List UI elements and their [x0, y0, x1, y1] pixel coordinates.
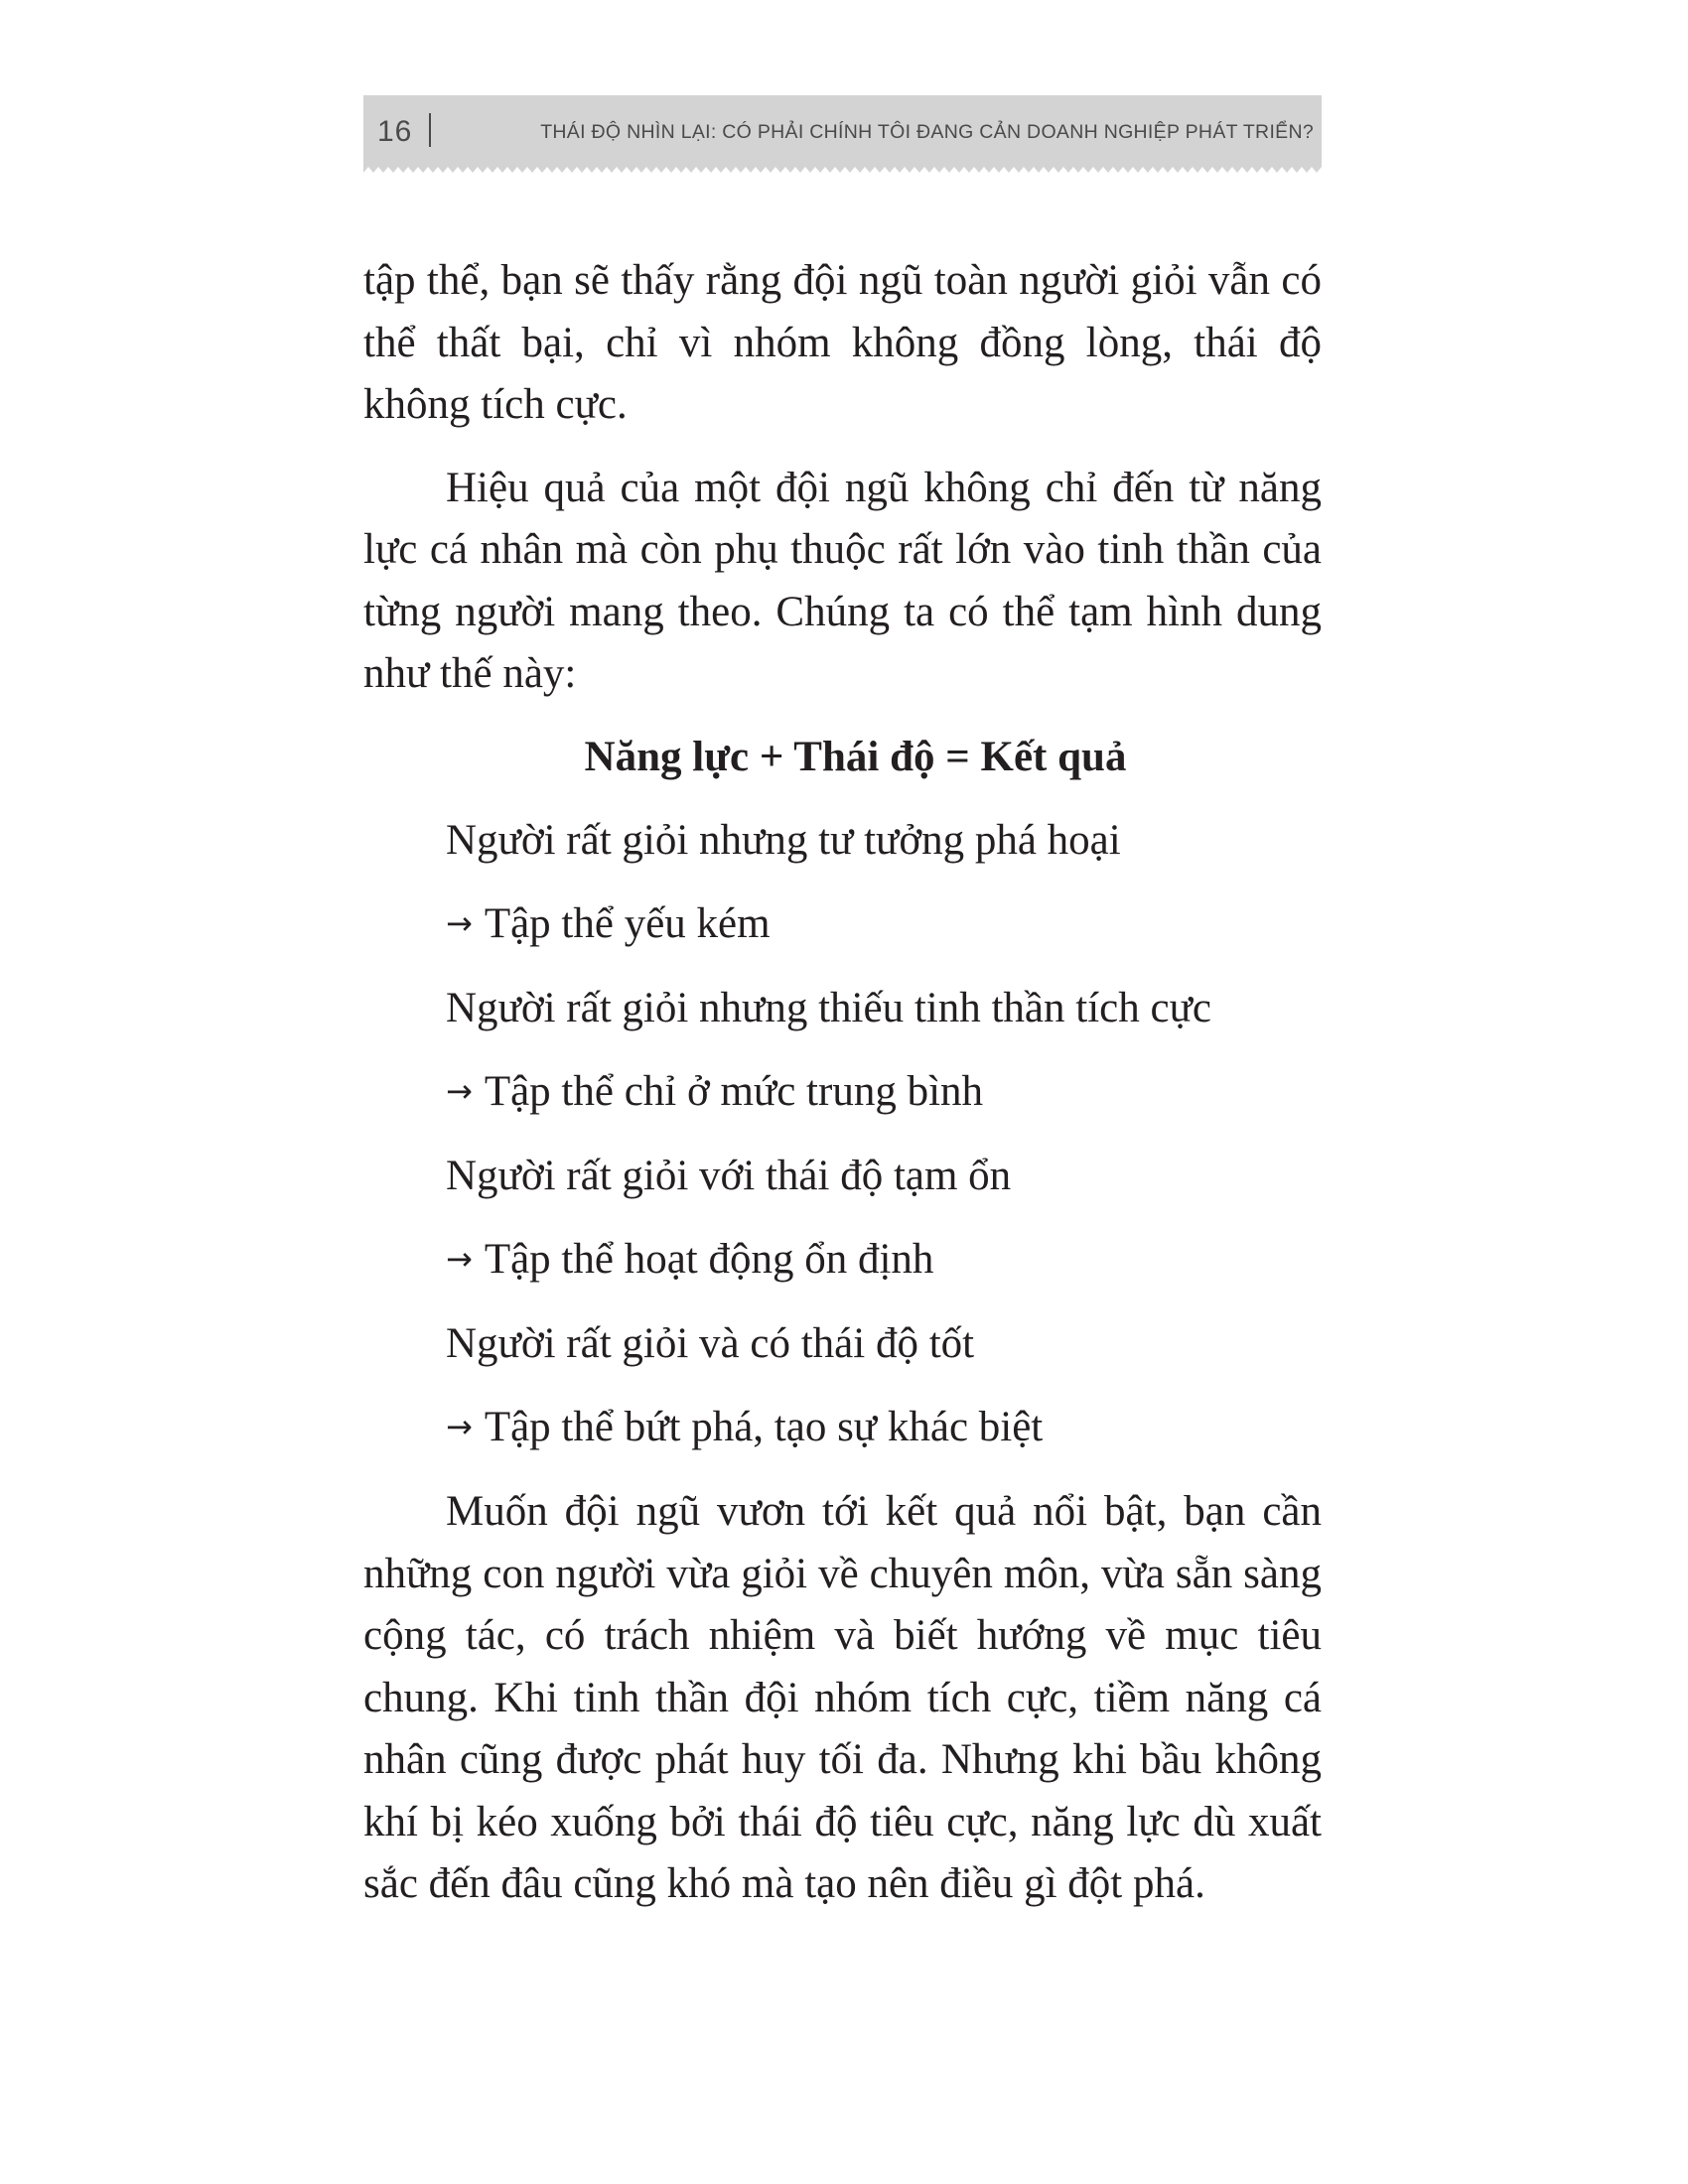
header-zigzag-edge	[363, 165, 1322, 175]
list-item-cause: Người rất giỏi nhưng tư tưởng phá hoại	[446, 817, 1121, 864]
list-item-effect	[446, 893, 1322, 958]
running-title: THÁI ĐỘ NHÌN LẠI: CÓ PHẢI CHÍNH TÔI ĐANG CẢN DOANH NGHIỆP PHÁT TRIỂN?	[540, 121, 1314, 143]
list-item-effect	[446, 1397, 1322, 1461]
list-item-cause: Người rất giỏi với thái độ tạm ổn	[446, 1153, 1012, 1199]
paragraph-team-effectiveness: Hiệu quả của một đội ngũ không chỉ đến từ năng lực cá nhân mà còn phụ thuộc rất lớn vào tinh thần của từng người mang theo. Chúng ta có thể tạm hình dung như thế này:	[363, 464, 1322, 697]
page-body	[363, 250, 1322, 1937]
paragraph-continued: tập thể, bạn sẽ thấy rằng đội ngũ toàn người giỏi vẫn có thể thất bại, chỉ vì nhóm không đồng lòng, thái độ không tích cực.	[363, 257, 1322, 428]
running-header	[363, 95, 1322, 167]
arrow-right-icon: →	[446, 1407, 473, 1445]
header-divider	[429, 113, 431, 147]
effect-text: Tập thể yếu kém	[484, 899, 771, 947]
list-item-cause: Người rất giỏi và có thái độ tốt	[446, 1320, 975, 1367]
effect-text: Tập thể bứt phá, tạo sự khác biệt	[484, 1403, 1044, 1450]
arrow-right-icon: →	[446, 903, 473, 942]
effect-text: Tập thể chỉ ở mức trung bình	[484, 1067, 984, 1115]
effect-text: Tập thể hoạt động ổn định	[484, 1235, 934, 1283]
list-item-effect	[446, 1061, 1322, 1126]
list-item-effect	[446, 1229, 1322, 1294]
arrow-right-icon: →	[446, 1071, 473, 1110]
list-item-cause: Người rất giỏi nhưng thiếu tinh thần tích cực	[446, 985, 1211, 1031]
page-number: 16	[377, 115, 413, 148]
arrow-right-icon: →	[446, 1239, 473, 1278]
formula-heading: Năng lực + Thái độ = Kết quả	[584, 733, 1127, 780]
paragraph-conclusion: Muốn đội ngũ vươn tới kết quả nổi bật, bạn cần những con người vừa giỏi về chuyên môn, vừa sẵn sàng cộng tác, có trách nhiệm và biết hướng về mục tiêu chung. Khi tinh thần đội nhóm tích cực, tiềm năng cá nhân cũng được phát huy tối đa. Nhưng khi bầu không khí bị kéo xuống bởi thái độ tiêu cực, năng lực dù xuất sắc đến đâu cũng khó mà tạo nên điều gì đột phá.	[363, 1488, 1322, 1907]
